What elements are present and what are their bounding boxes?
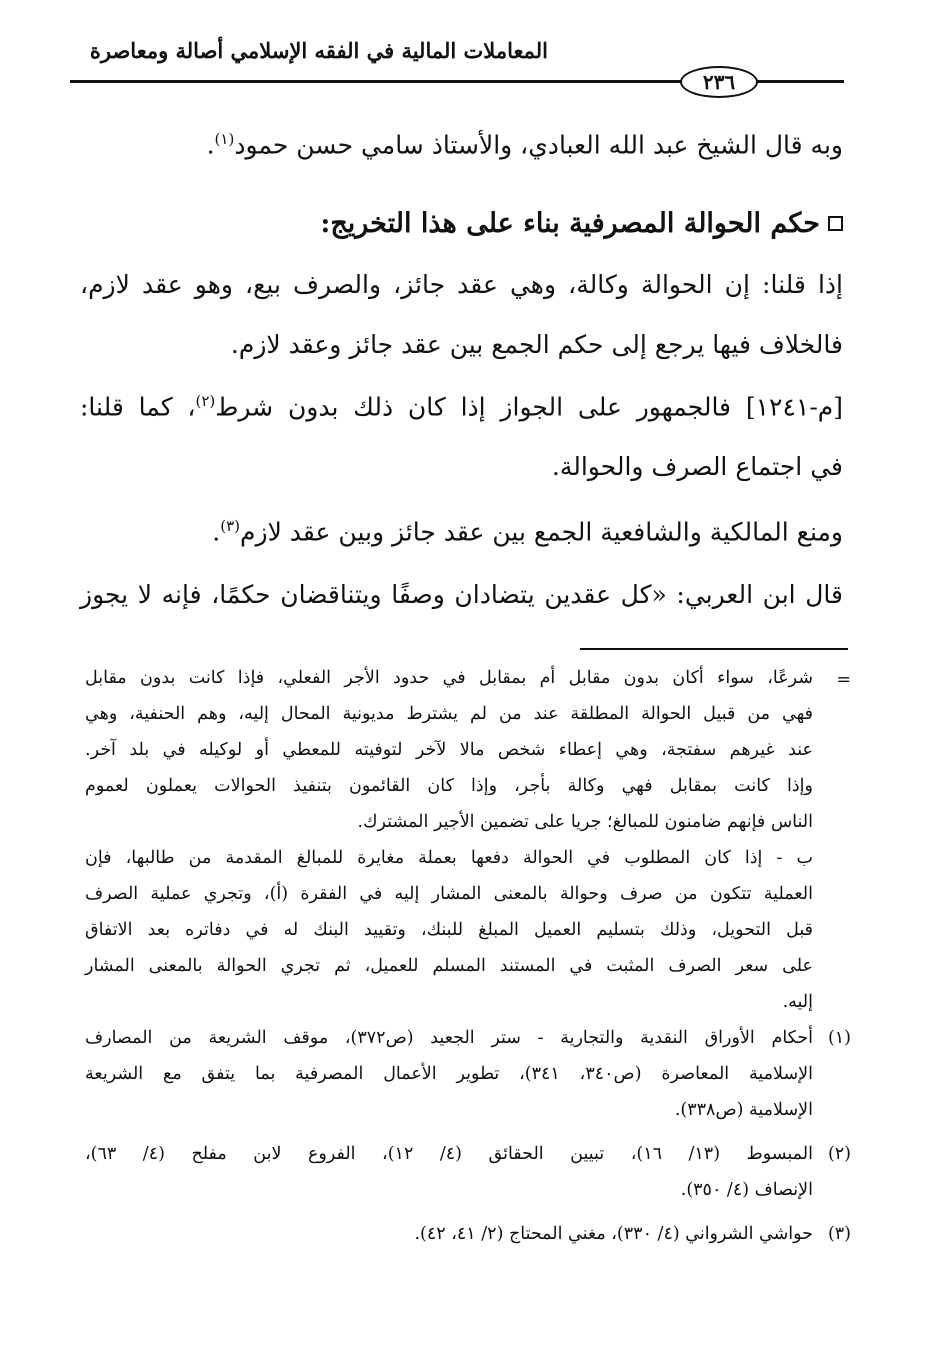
body-para2-line2: في اجتماع الصرف والحوالة.	[551, 452, 843, 481]
section-heading: حكم الحوالة المصرفية بناء على هذا التخريج:	[320, 208, 843, 239]
footnote-cont-line: الناس فإنهم ضامنون للمبالغ؛ جريا على تضمين الأجير المشترك.	[357, 812, 813, 832]
square-bullet-icon	[828, 216, 843, 231]
footnote-3-line: حواشي الشرواني (٤/ ٣٣٠)، مغني المحتاج (٢/ ٤١، ٤٢).	[414, 1224, 813, 1244]
footnote-cont-line: عند غيرهم سفتجة، وهي إعطاء شخص مالا لآخر لتوفيته للمعطي أو لوكيله في بلد آخر.	[85, 740, 813, 760]
footnote-ref-1[interactable]: (١)	[214, 130, 235, 148]
footnote-1-line: أحكام الأوراق النقدية والتجارية - ستر الجعيد (ص٣٧٢)، موقف الشريعة من المصارف	[85, 1028, 813, 1048]
body-para1-line2: فالخلاف فيها يرجع إلى حكم الجمع بين عقد جائز وعقد لازم.	[230, 330, 843, 359]
footnote-cont-line: ب - إذا كان المطلوب في الحوالة دفعها بعملة مغايرة للمبالغ المقدمة من طالبها، فإن	[85, 848, 813, 868]
footnote-ref-3[interactable]: (٣)	[220, 517, 241, 535]
footnote-1-number: (١)	[827, 1028, 851, 1048]
footnote-2-number: (٢)	[827, 1144, 851, 1164]
footnote-cont-line: على سعر الصرف المثبت في المستند المسلم للعميل، ثم تجري الحوالة بالمعنى المشار	[85, 956, 813, 976]
body-para3: ومنع المالكية والشافعية الجمع بين عقد جائز وبين عقد لازم$^{(٣)}$.	[212, 517, 843, 547]
footnote-cont-line: فهي من قبيل الحوالة المطلقة عند من لم يشترط مديونية المحال إليه، وهم الحنفية، وهي	[85, 704, 813, 724]
body-para4: قال ابن العربي: «كل عقدين يتضادان وصفًا ويتناقضان حكمًا، فإنه لا يجوز	[80, 580, 843, 609]
page-number: ٢٣٦	[702, 70, 736, 94]
footnote-ref-2[interactable]: (٢)	[195, 392, 216, 410]
footnote-separator	[580, 648, 848, 650]
footnote-2-line: المبسوط (١٣/ ١٦)، تبيين الحقائق (٤/ ١٢)، الفروع لابن مفلح (٤/ ٦٣)،	[85, 1144, 813, 1164]
body-line-1: وبه قال الشيخ عبد الله العبادي، والأستاذ سامي حسن حمود$^{(١)}$.	[206, 130, 843, 160]
footnote-2-line: الإنصاف (٤/ ٣٥٠).	[680, 1180, 813, 1200]
footnote-cont-line: شرعًا، سواء أكان بدون مقابل أم بمقابل في حدود الأجر الفعلي، فإذا كانت بدون مقابل	[85, 668, 813, 688]
footnote-1-line: الإسلامية (ص٣٣٨).	[674, 1100, 813, 1120]
footnote-cont-line: العملية تتكون من صرف وحوالة بالمعنى المشار إليه في الفقرة (أ)، وتجري عملية الصرف	[85, 884, 813, 904]
running-header-title: المعاملات المالية في الفقه الإسلامي أصالة ومعاصرة	[89, 38, 548, 63]
page-number-badge	[680, 66, 758, 98]
footnote-3-number: (٣)	[827, 1224, 851, 1244]
footnote-cont-line: قبل التحويل، وذلك بتسليم العميل المبلغ للبنك، وتقييد البنك له في دفاتره بعد الاتفاق	[85, 920, 813, 940]
continuation-marker: =	[836, 670, 851, 690]
footnote-cont-line: وإذا كانت بمقابل فهي وكالة بأجر، وإذا كان القائمون بتنفيذ الحوالات يعملون لعموم	[85, 776, 813, 796]
footnote-1-line: الإسلامية المعاصرة (ص٣٤٠، ٣٤١)، تطوير الأعمال المصرفية بما يتفق مع الشريعة	[85, 1064, 813, 1084]
body-para1-line1: إذا قلنا: إن الحوالة وكالة، وهي عقد جائز، والصرف بيع، وهو عقد لازم،	[80, 270, 843, 299]
footnote-cont-line: إليه.	[782, 992, 813, 1012]
body-para2-line1: [م-١٢٤١] فالجمهور على الجواز إذا كان ذلك بدون شرط$^{(٢)}$، كما قلنا:	[80, 392, 843, 422]
